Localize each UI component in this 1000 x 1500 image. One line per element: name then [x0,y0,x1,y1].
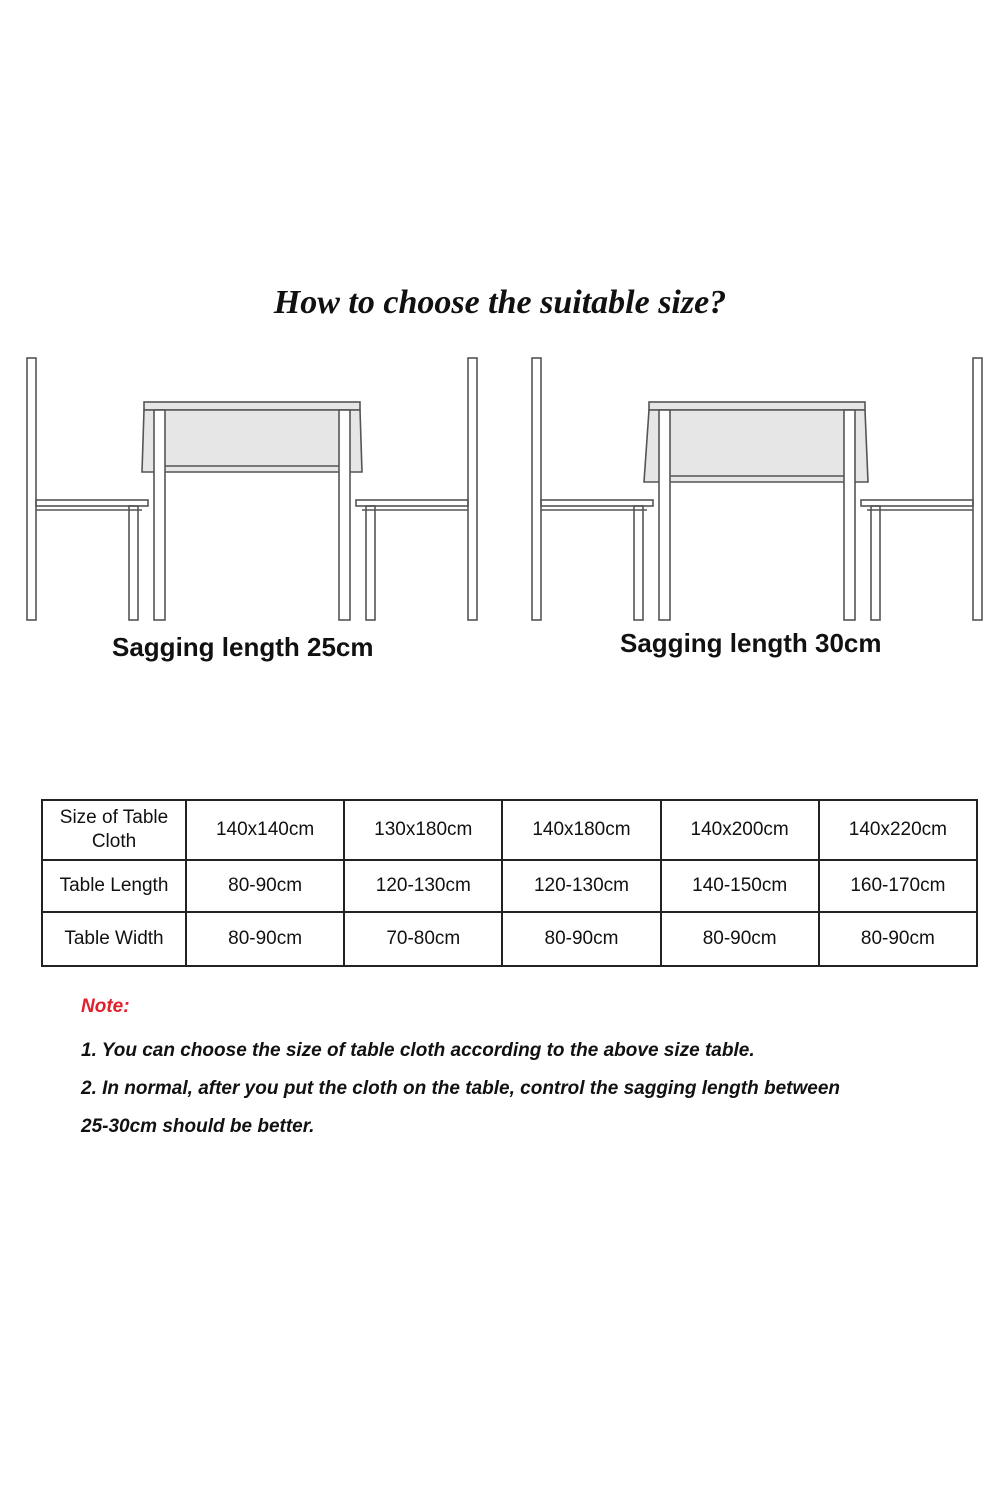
table-cell: 140x140cm [186,800,344,860]
note-label: Note: [81,996,130,1017]
row-header-table-length: Table Length [42,860,186,912]
table-with-chairs-icon [527,350,987,630]
size-table [41,799,978,967]
table-row [42,860,977,912]
table-cell: 140x180cm [502,800,660,860]
caption-sagging-30: Sagging length 30cm [620,628,882,658]
table-cell: 130x180cm [344,800,502,860]
table-row [42,912,977,966]
table-cell: 80-90cm [502,912,660,966]
table-cell: 140x200cm [661,800,819,860]
note-line: 2. In normal, after you put the cloth on the table, control the sagging length between [81,1078,840,1099]
page-title: How to choose the suitable size? [273,284,727,321]
table-cell: 160-170cm [819,860,977,912]
table-cell: 140-150cm [661,860,819,912]
row-header-cloth-size: Size of Table Cloth [42,800,186,860]
table-with-chairs-icon [22,350,482,630]
table-cell: 80-90cm [661,912,819,966]
table-row [42,800,977,860]
table-cell: 140x220cm [819,800,977,860]
illustration-sagging-25 [22,350,482,630]
table-cell: 70-80cm [344,912,502,966]
table-cell: 80-90cm [186,860,344,912]
table-cell: 120-130cm [502,860,660,912]
row-header-table-width: Table Width [42,912,186,966]
table-cell: 120-130cm [344,860,502,912]
caption-sagging-25: Sagging length 25cm [112,632,374,662]
note-block [81,996,961,1146]
illustration-sagging-30 [527,350,987,630]
table-cell: 80-90cm [186,912,344,966]
note-line: 25-30cm should be better. [81,1116,315,1137]
table-cell: 80-90cm [819,912,977,966]
note-line: 1. You can choose the size of table cloth according to the above size table. [81,1040,755,1061]
